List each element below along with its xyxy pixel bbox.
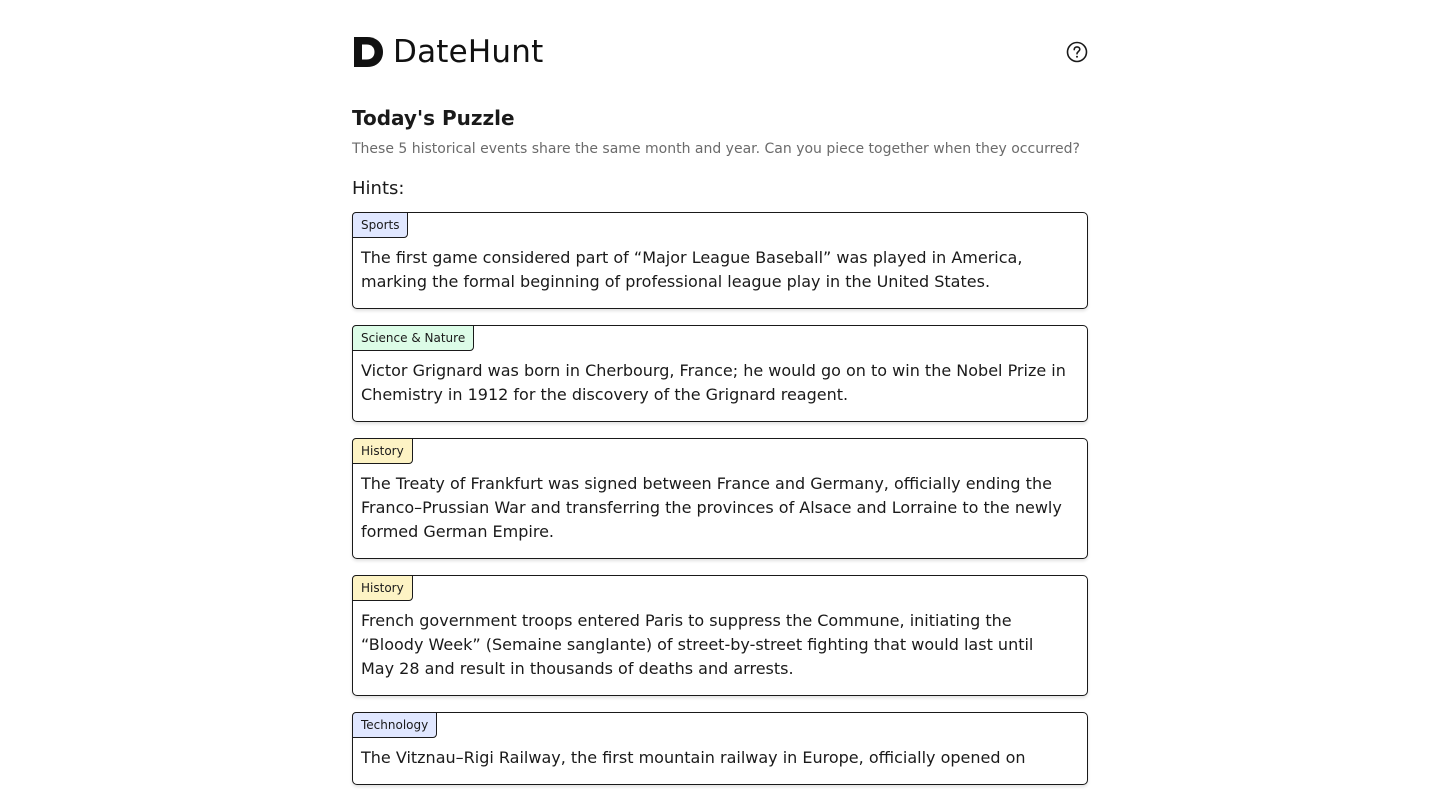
hint-category-tag: History (352, 575, 413, 601)
hint-text: The first game considered part of “Major League Baseball” was played in America, marking the formal beginning of professional league play in the United States. (361, 248, 1023, 291)
hint-category-tag: Technology (352, 712, 437, 738)
help-button[interactable] (1066, 41, 1088, 63)
hints-label: Hints: (352, 178, 405, 199)
hint-category-tag: Science & Nature (352, 325, 474, 351)
datehunt-logo-icon (352, 36, 384, 68)
hint-card (352, 712, 1088, 785)
hint-card (352, 325, 1088, 422)
question-circle-icon (1066, 41, 1088, 63)
hint-text: The Treaty of Frankfurt was signed between France and Germany, officially ending the Franco–Prussian War and transferring the provinces of Alsace and Lorraine to the newly formed German Empire. (361, 474, 1062, 541)
hint-card (352, 438, 1088, 559)
hint-text: French government troops entered Paris to suppress the Commune, initiating the “Bloody Week” (Semaine sanglante) of street-by-street fighting that would last until May 28 and result in thousands of deaths and arrests. (361, 611, 1034, 678)
hint-category-tag: History (352, 438, 413, 464)
logo[interactable] (352, 36, 543, 68)
hint-text: Victor Grignard was born in Cherbourg, France; he would go on to win the Nobel Prize in Chemistry in 1912 for the discovery of the Grignard reagent. (361, 361, 1066, 404)
hint-text: The Vitznau–Rigi Railway, the first mountain railway in Europe, officially opened on (361, 748, 1026, 767)
hint-list (352, 212, 1088, 801)
hint-category-tag: Sports (352, 212, 408, 238)
page-title: Today's Puzzle (352, 106, 515, 130)
hint-card (352, 212, 1088, 309)
puzzle-subtitle: These 5 historical events share the same month and year. Can you piece together when they occurred? (352, 141, 1080, 157)
hint-card (352, 575, 1088, 696)
page-container (352, 0, 1088, 767)
header (352, 0, 1088, 100)
app-name: DateHunt (393, 34, 544, 70)
